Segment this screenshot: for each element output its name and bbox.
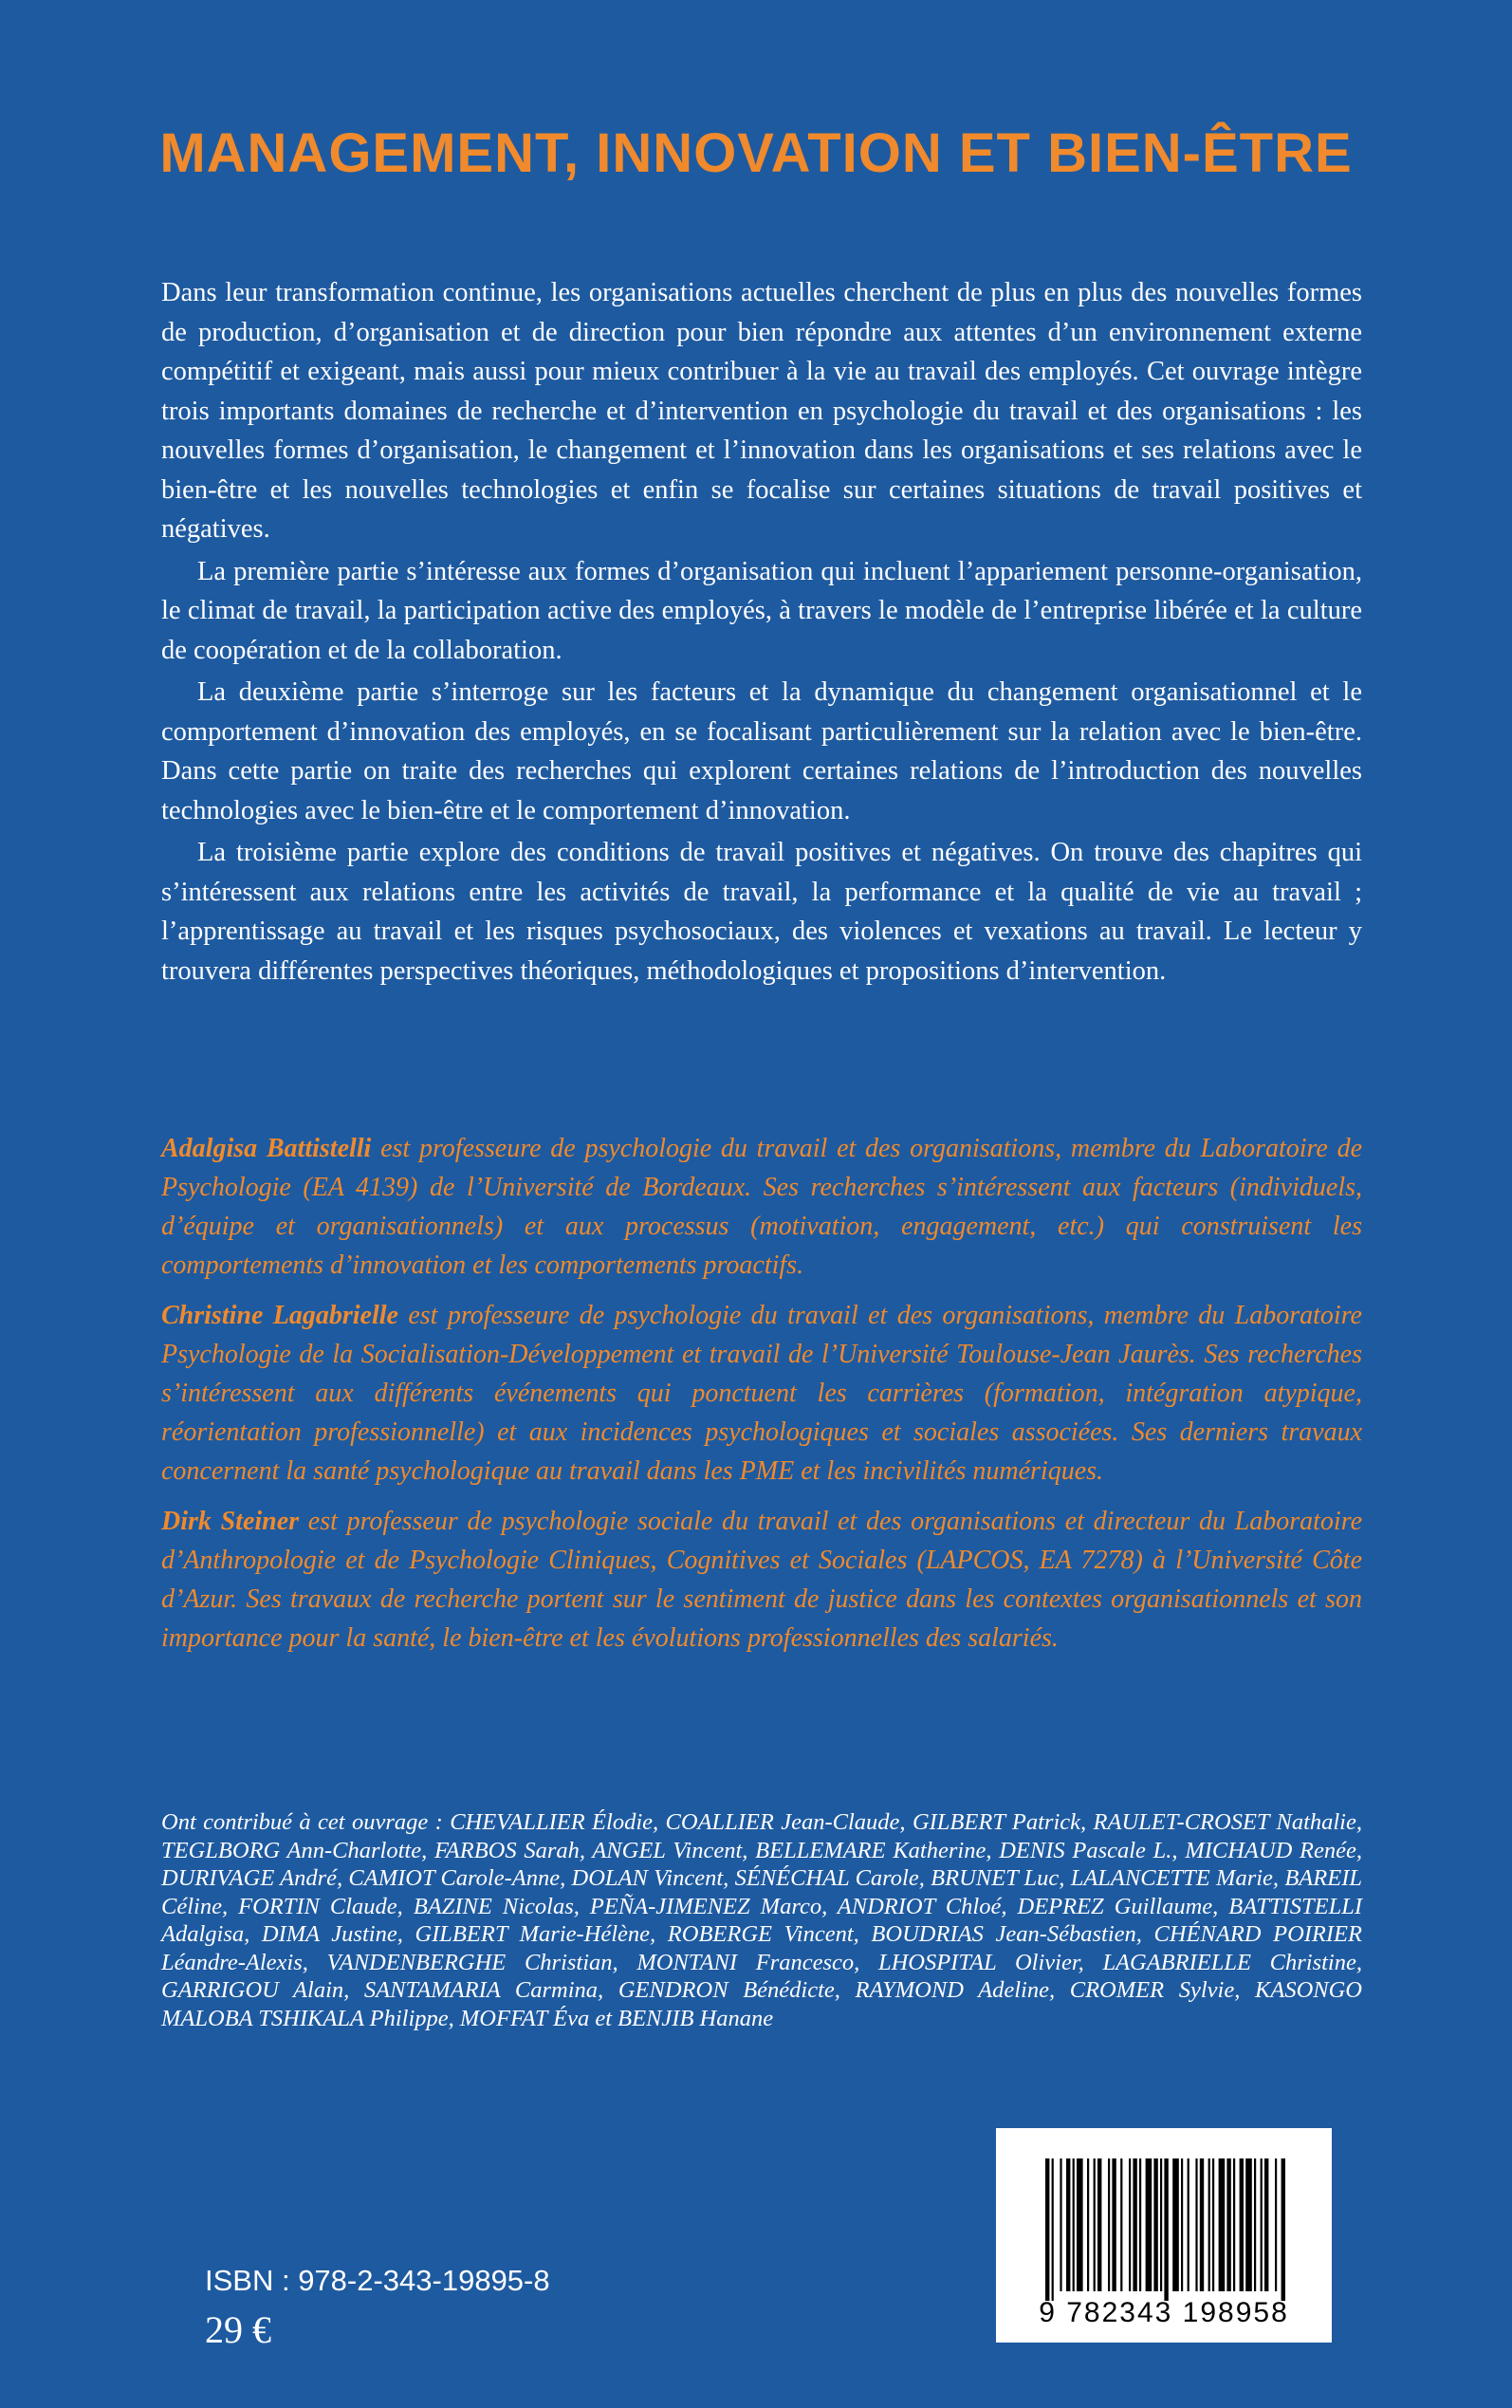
author-bio (161, 1296, 1362, 1491)
author-name: Adalgisa Battistelli (161, 1134, 372, 1163)
barcode-bar (1240, 2158, 1244, 2291)
barcode-bar (1052, 2158, 1054, 2301)
barcode-bar (1160, 2158, 1162, 2291)
barcode-bar (1108, 2158, 1110, 2291)
barcode-bar (1112, 2158, 1116, 2291)
barcode-bar (1120, 2158, 1122, 2291)
barcode-bar (1045, 2158, 1049, 2301)
isbn: ISBN : 978-2-343-19895-8 (205, 2264, 550, 2297)
barcode-bar (1097, 2158, 1101, 2291)
author-bio (161, 1502, 1362, 1658)
barcode-bar (1073, 2158, 1075, 2291)
barcode (996, 2128, 1332, 2343)
barcode-bar (1195, 2158, 1197, 2291)
barcode-bar (1261, 2158, 1263, 2291)
summary-paragraph-2: La première partie s’intéresse aux formes d’organisation qui incluent l’appariement personne-organisation, le climat de travail, la participation active des employés, à travers le modèle de l’entreprise libérée et la culture de coopération et de la collaboration. (161, 556, 1362, 665)
price: 29 € (205, 2308, 271, 2351)
barcode-bar (1212, 2158, 1214, 2291)
barcode-bar (1275, 2158, 1277, 2291)
barcode-bar (1245, 2158, 1252, 2291)
barcode-bar (1139, 2158, 1141, 2291)
book-title: MANAGEMENT, INNOVATION ET BIEN-ÊTRE (159, 122, 1353, 184)
summary-paragraph-1: Dans leur transformation continue, les organisations actuelles cherchent de plus en plus des nouvelles formes de production, d’organisation et de direction pour bien répondre aux attentes d’un environnement externe compétitif et exigeant, mais aussi pour mieux contribuer à la vie au travail des employés. Cet ouvrage intègre trois importants domaines de recherche et d’intervention en psychologie du travail et des organisations : les nouvelles formes d’organisation, le changement et l’innovation dans les organisations et ses relations avec le bien-être et les nouvelles technologies et enfin se focalise sur certaines situations de travail positives et négatives. (161, 278, 1362, 544)
author-bio (161, 1129, 1362, 1285)
barcode-bar (1226, 2158, 1230, 2291)
barcode-bar (1129, 2158, 1131, 2291)
barcode-bar (1219, 2158, 1226, 2291)
author-name: Dirk Steiner (161, 1507, 300, 1536)
barcode-bar (1172, 2158, 1179, 2291)
barcode-bar (1077, 2158, 1083, 2291)
barcode-bar (1200, 2158, 1204, 2291)
author-name: Christine Lagabrielle (161, 1301, 398, 1330)
barcode-bar (1181, 2158, 1183, 2291)
barcode-bar (1164, 2158, 1168, 2301)
author-bio-text: est professeure de psychologie du travail et des organisations, membre du Laboratoire de Psychologie (EA 4139) de l’Université de Bordeaux. Ses recherches s’intéressent aux facteurs (individuels, d’équipe et organisationnels) et aux processus (motivation, engagement, etc.) qui construisent les comportements d’innovation et les comportements proactifs. (161, 1134, 1362, 1280)
barcode-bar (1153, 2158, 1157, 2291)
barcode-bar (1146, 2158, 1152, 2291)
barcode-bar (1066, 2158, 1070, 2291)
barcode-bar (1208, 2158, 1210, 2291)
barcode-bar (1188, 2158, 1189, 2291)
author-bio-text: est professeure de psychologie du travail et des organisations, membre du Laboratoire Psychologie de la Socialisation-Développement et travail de l’Université Toulouse-Jean Jaurès. Ses recherches s’intéressent aux différents événements qui ponctuent les carrières (formation, intégration atypique, réorientation professionnelle) et aux incidences psychologiques et sociales associées. Ses derniers travaux concernent la santé psychologique au travail dans les PME et les incivilités numériques. (161, 1301, 1362, 1486)
author-bios (161, 1129, 1362, 1669)
barcode-bar (1264, 2158, 1268, 2291)
barcode-bar (1133, 2158, 1136, 2291)
barcode-bar (1254, 2158, 1256, 2291)
barcode-bar (1060, 2158, 1061, 2291)
summary-text (161, 273, 1362, 993)
barcode-bar (1282, 2158, 1285, 2301)
summary-paragraph-3: La deuxième partie s’interroge sur les facteurs et la dynamique du changement organisationnel et le comportement d’innovation des employés, en se focalisant particulièrement sur la relation avec le bien-être. Dans cette partie on traite des recherches qui explorent certaines relations de l’introduction des nouvelles technologies avec le bien-être et le comportement d’innovation. (161, 677, 1362, 825)
barcode-bar (1233, 2158, 1235, 2291)
barcode-bar (1094, 2158, 1096, 2291)
author-bio-text: est professeur de psychologie sociale du travail et des organisations et directeur du Laboratoire d’Anthropologie et de Psychologie Cliniques, Cognitives et Sociales (LAPCOS, EA 7278) à l’Université Côte d’Azur. Ses travaux de recherche portent sur le sentiment de justice dans les contextes organisationnels et son importance pour la santé, le bien-être et les évolutions professionnelles des salariés. (161, 1507, 1362, 1653)
barcode-number: 9 782343 198958 (1039, 2297, 1289, 2328)
contributors-list: Ont contribué à cet ouvrage : CHEVALLIER Élodie, COALLIER Jean-Claude, GILBERT Patrick, RAULET-CROSET Nathalie, TEGLBORG Ann-Charlotte, FARBOS Sarah, ANGEL Vincent, BELLEMARE Katherine, DENIS Pascale L., MICHAUD Renée, DURIVAGE André, CAMIOT Carole-Anne, DOLAN Vincent, SÉNÉCHAL Carole, BRUNET Luc, LALANCETTE Marie, BAREIL Céline, FORTIN Claude, BAZINE Nicolas, PEÑA-JIMENEZ Marco, ANDRIOT Chloé, DEPREZ Guillaume, BATTISTELLI Adalgisa, DIMA Justine, GILBERT Marie-Hélène, ROBERGE Vincent, BOUDRIAS Jean-Sébastien, CHÉNARD POIRIER Léandre-Alexis, VANDENBERGHE Christian, MONTANI Francesco, LHOSPITAL Olivier, LAGABRIELLE Christine, GARRIGOU Alain, SANTAMARIA Carmina, GENDRON Bénédicte, RAYMOND Adeline, CROMER Sylvie, KASONGO MALOBA TSHIKALA Philippe, MOFFAT Éva et BENJIB Hanane (161, 1809, 1362, 2031)
barcode-bar (1087, 2158, 1089, 2291)
summary-paragraph-4: La troisième partie explore des conditions de travail positives et négatives. On trouve des chapitres qui s’intéressent aux relations entre les activités de travail, la performance et la qualité de vie au travail ; l’apprentissage au travail et les risques psychosociaux, des violences et vexations au travail. Le lecteur y trouvera différentes perspectives théoriques, méthodologiques et propositions d’intervention. (161, 838, 1362, 986)
